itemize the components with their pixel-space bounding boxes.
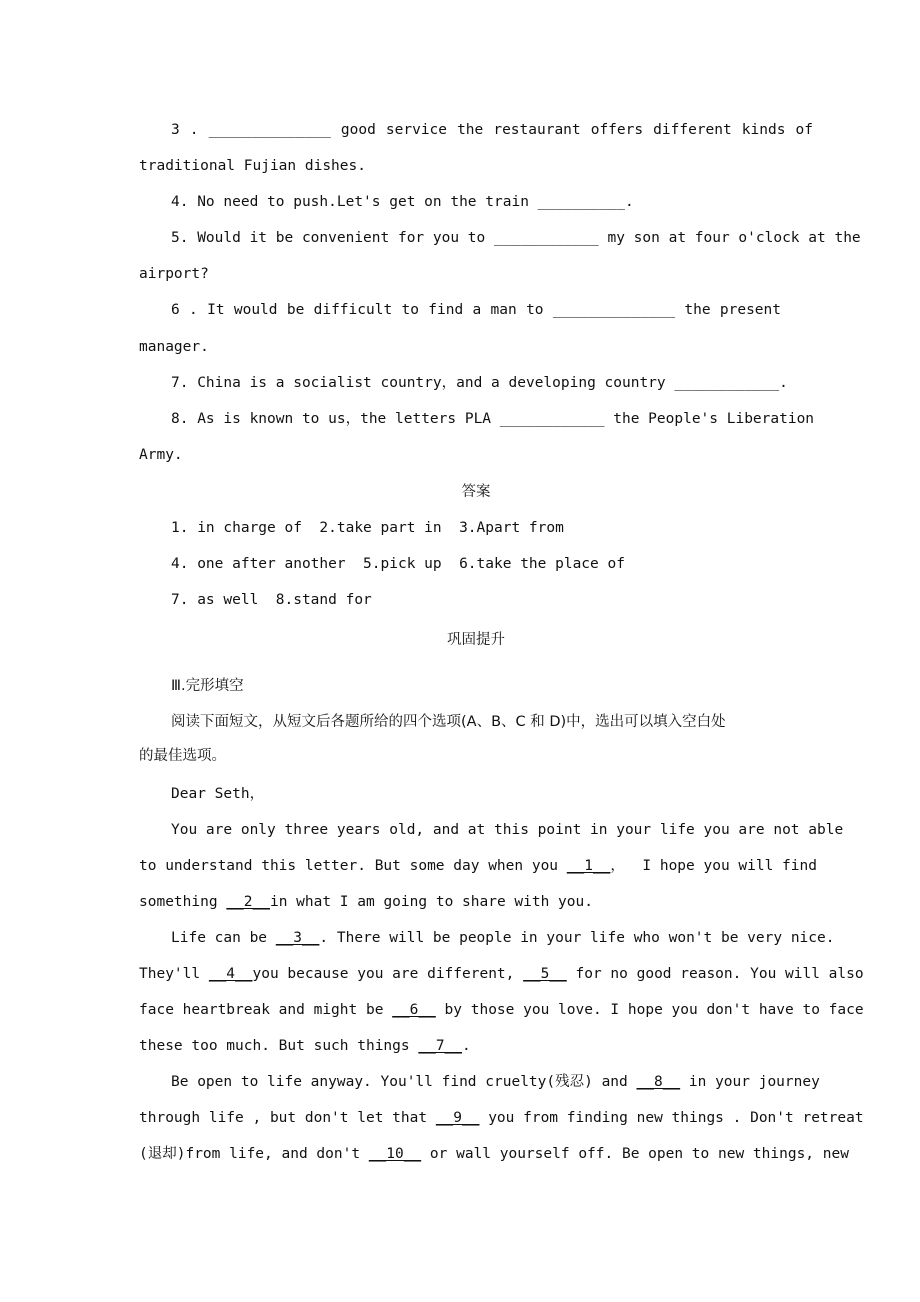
text-span: something [139,894,227,910]
text-span: you because you are different, [252,966,524,982]
text-span: you from finding new things . Don't retreat [479,1110,864,1126]
paragraph-1-line-3 [139,892,813,912]
text-span: for no good reason. You will also [566,966,864,982]
answers-line-1: 1. in charge of 2.take part in 3.Apart from [171,520,564,536]
text-span: these too much. But such things [139,1038,419,1054]
blank-3: __3__ [275,930,320,946]
question-3-line-2: traditional Fujian dishes. [139,158,366,174]
question-7: 7. China is a socialist country，and a developing country ____________. [171,375,788,391]
text-span: or wall yourself off. Be open to new things, new [421,1146,849,1162]
blank-8: __8__ [636,1074,681,1090]
instruction-line-2: 的最佳选项。 [139,748,226,764]
question-5-line-1: 5. Would it be convenient for you to ____________ my son at four o'clock at the [171,230,861,246]
paragraph-2-line-3 [139,1000,864,1020]
paragraph-2-line-2 [139,964,864,984]
text-span: Life can be [171,930,276,946]
text-span: by those you love. I hope you don't have to face [435,1002,864,1018]
section-subheading: Ⅲ.完形填空 [171,678,244,694]
blank-1: __1__ [566,858,611,874]
text-span: . There will be people in your life who won't be very nice. [319,930,835,946]
answers-heading: 答案 [461,484,491,500]
text-span: through life , but don't let that [139,1110,436,1126]
paragraph-1-line-1: You are only three years old, and at this point in your life you are not able [171,822,844,838]
paragraph-2-line-1 [171,928,835,948]
text-span: . [462,1038,471,1054]
text-span: (退却)from life, and don't [139,1146,369,1162]
paragraph-3-line-1 [171,1072,820,1092]
blank-6: __6__ [392,1002,436,1018]
text-span: in your journey [680,1074,820,1090]
blank-5: __5__ [523,966,567,982]
answers-line-3: 7. as well 8.stand for [171,592,372,608]
instruction-line-1: 阅读下面短文，从短文后各题所给的四个选项(A、B、C 和 D)中，选出可以填入空白处 [171,714,726,730]
blank-4: __4__ [208,966,253,982]
text-span: ， I hope you will find [610,858,817,874]
text-span: in what I am going to share with you. [269,894,593,910]
salutation: Dear Seth， [171,786,265,802]
text-span: face heartbreak and might be [139,1002,393,1018]
paragraph-1-line-2 [139,856,817,876]
blank-7: __7__ [418,1038,463,1054]
answers-line-2: 4. one after another 5.pick up 6.take the place of [171,556,625,572]
section-heading: 巩固提升 [447,632,505,648]
question-4: 4. No need to push.Let's get on the train __________. [171,194,634,210]
text-span: to understand this letter. But some day when you [139,858,567,874]
question-3-line-1: 3 . ______________ good service the restaurant offers different kinds of [171,122,813,138]
question-6-line-2: manager. [139,339,209,355]
text-span: Be open to life anyway. You'll find cruelty(残忍) and [171,1074,637,1090]
question-8-line-1: 8. As is known to us，the letters PLA ____________ the People's Liberation [171,411,815,427]
paragraph-3-line-3 [139,1144,849,1164]
paragraph-2-line-4 [139,1036,813,1056]
text-span: They'll [139,966,209,982]
paragraph-3-line-2 [139,1108,864,1128]
blank-2: __2__ [226,894,270,910]
question-8-line-2: Army. [139,447,183,463]
blank-9: __9__ [435,1110,480,1126]
question-6-line-1: 6 . It would be difficult to find a man to ______________ the present [171,302,781,318]
question-5-line-2: airport? [139,266,209,282]
blank-10: __10__ [368,1146,422,1162]
